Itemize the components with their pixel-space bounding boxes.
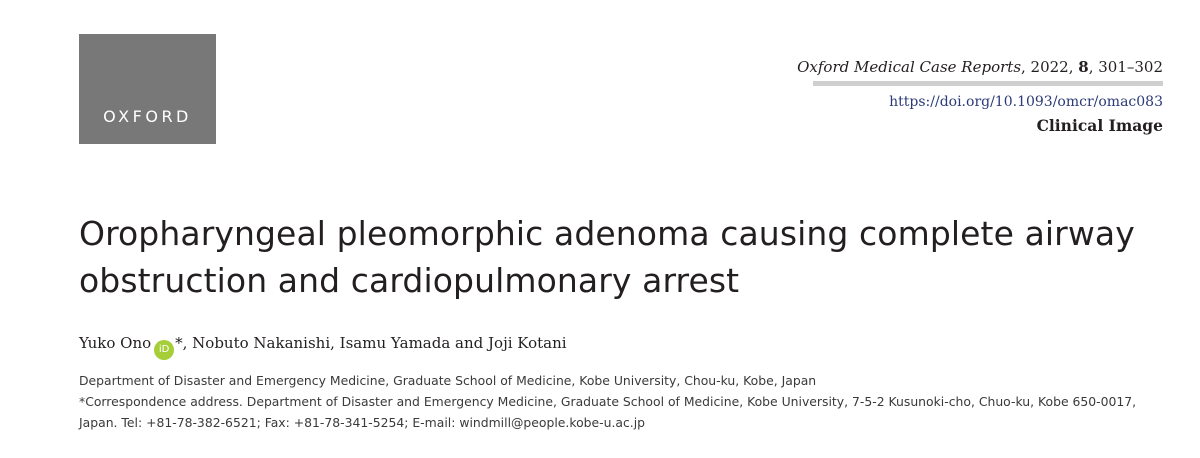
article-title: Oropharyngeal pleomorphic adenoma causing complete airway obstruction and cardiopulmonary arrest [79,214,1135,300]
author-first: Yuko Ono [79,334,152,352]
journal-name: Oxford Medical Case Reports [797,58,1022,76]
journal-volume: 8 [1078,58,1089,76]
doi-link[interactable]: https://doi.org/10.1093/omcr/omac083 [889,94,1163,110]
logo-text: OXFORD [103,107,192,126]
correspondence-address: *Correspondence address. Department of Disaster and Emergency Medicine, Graduate School of Medicine, Kobe University, 7-5-2 Kusunoki-cho, Chuo-ku, Kobe 650-0017, Japan. Tel: +81-78-382-6521; Fax: +81-78-341-5254; E-mail: windmill@people.kobe-u.ac.jp [79,394,1137,430]
journal-pages: , 301–302 [1088,58,1163,76]
journal-citation [743,56,1163,78]
oxford-logo [79,34,216,144]
author-list [79,331,567,360]
journal-header [743,56,1163,137]
affiliation-block [79,370,1164,433]
author-rest: *, Nobuto Nakanishi, Isamu Yamada and Joji Kotani [175,334,567,352]
article-type: Clinical Image [1036,116,1163,135]
affiliation: Department of Disaster and Emergency Medicine, Graduate School of Medicine, Kobe University, Chou-ku, Kobe, Japan [79,373,817,388]
header-rule [813,81,1163,86]
journal-year: , 2022, [1021,58,1079,76]
orcid-icon[interactable]: iD [154,340,174,360]
